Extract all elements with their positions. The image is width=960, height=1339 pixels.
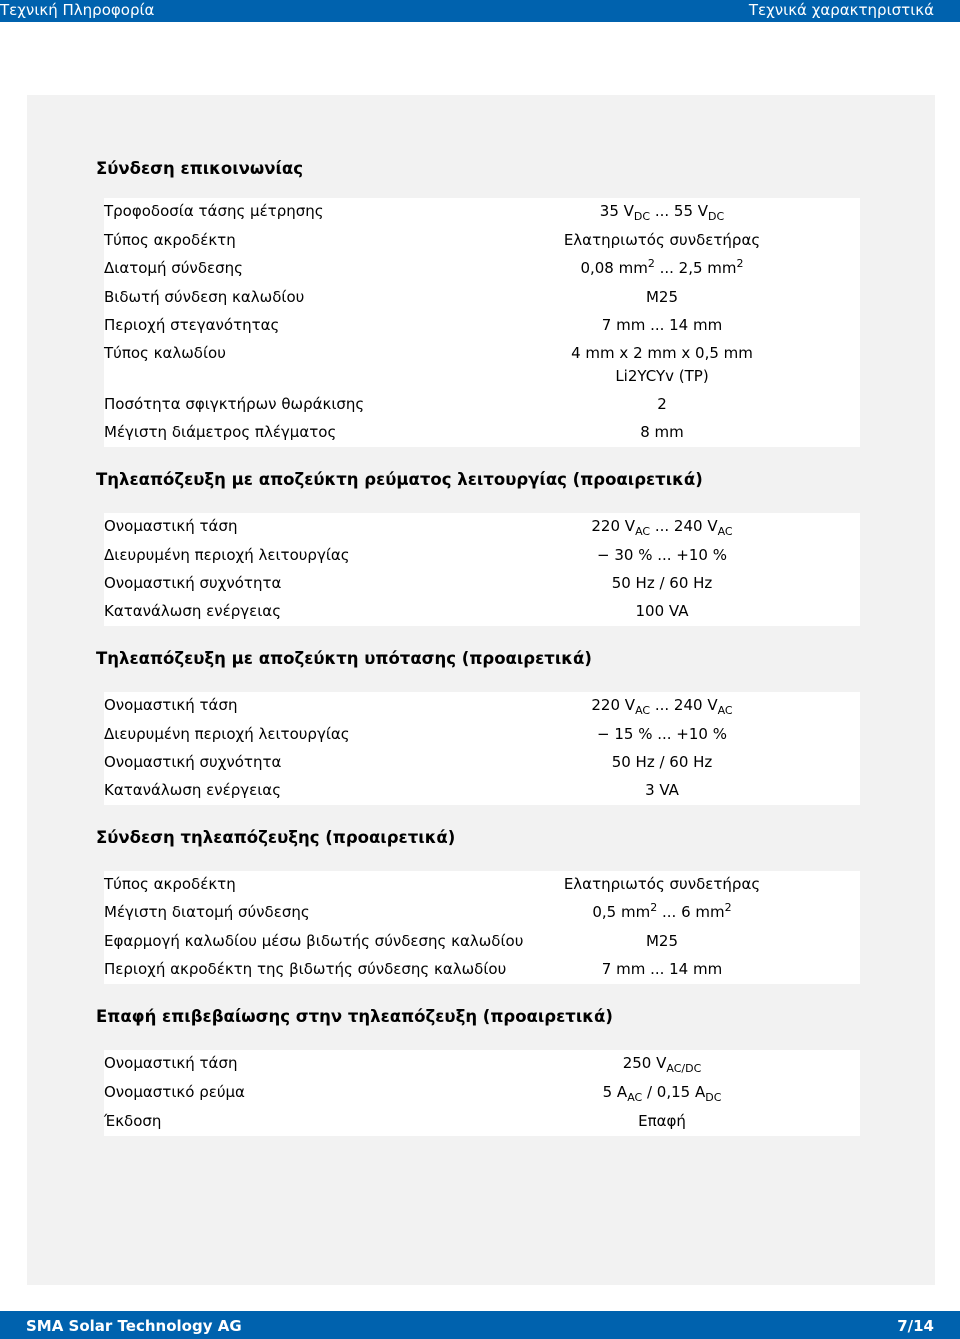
spec-label: Διευρυμένη περιοχή λειτουργίας [104,546,350,564]
spec-row [104,391,860,419]
spec-label: Τύπος ακροδέκτη [104,875,236,893]
spec-row [104,542,860,570]
spec-row [104,598,860,626]
spec-label: Περιοχή στεγανότητας [104,316,280,334]
spec-value: 5 $A_{AC} / 0,15$ $A_{DC}$ [602,1083,722,1104]
spec-document [96,158,866,1158]
spec-value: 3 VA [645,781,679,799]
spec-label: Κατανάλωση ενέργειας [104,602,281,620]
spec-label: Ονομαστικό ρεύμα [104,1083,245,1101]
spec-row [104,777,860,805]
spec-value: 7 mm ... 14 mm [601,960,723,978]
header-right-title: Τεχνικά χαρακτηριστικά [748,1,934,19]
spec-row [104,513,860,542]
spec-label: Έκδοση [104,1112,162,1130]
spec-label: Ονομαστική τάση [104,696,238,714]
spec-label: Εφαρμογή καλωδίου μέσω βιδωτής σύνδεσης καλωδίου [104,932,524,950]
section-title: Τηλεαπόζευξη με αποζεύκτη υπότασης (προαιρετικά) [96,649,592,668]
section-title: Επαφή επιβεβαίωσης στην τηλεαπόζευξη (προαιρετικά) [96,1007,613,1026]
spec-row [104,284,860,312]
footer-page-number: 7/14 [897,1317,934,1335]
spec-row [104,312,860,340]
spec-value: 220 $V_{AC}$ ... 240 $V_{AC}$ [591,696,733,717]
spec-row [104,255,860,284]
spec-label: Μέγιστη διάμετρος πλέγματος [104,423,337,441]
section-title: Τηλεαπόζευξη με αποζεύκτη ρεύματος λειτουργίας (προαιρετικά) [96,470,703,489]
spec-row [104,692,860,721]
spec-value: 50 Hz / 60 Hz [611,574,713,592]
spec-value: 100 VA [635,602,689,620]
spec-value: − 15 % ... +10 % [597,725,727,743]
spec-value: 8 mm [640,423,684,441]
spec-value: 35 $V_{DC}$ ... 55 $V_{DC}$ [599,202,725,223]
spec-row [104,928,860,956]
spec-row [104,871,860,899]
spec-label: Βιδωτή σύνδεση καλωδίου [104,288,305,306]
spec-row [104,956,860,984]
section-title: Σύνδεση τηλεαπόζευξης (προαιρετικά) [96,828,456,847]
spec-value: 7 mm ... 14 mm [601,316,723,334]
spec-label: Διευρυμένη περιοχή λειτουργίας [104,725,350,743]
spec-label: Ονομαστική τάση [104,1054,238,1072]
spec-label: Διατομή σύνδεσης [104,259,243,277]
spec-row [104,1108,860,1136]
header-left-title: Τεχνική Πληροφορία [0,1,155,19]
spec-table [104,198,860,447]
spec-label: Ονομαστική τάση [104,517,238,535]
spec-value: 250 $V_{AC/DC}$ [622,1054,702,1075]
spec-row [104,419,860,447]
spec-value: 50 Hz / 60 Hz [611,753,713,771]
spec-row [104,721,860,749]
footer-bar [0,1311,960,1339]
footer-company: SMA Solar Technology AG [26,1317,242,1335]
spec-row [104,1079,860,1108]
spec-value: M25 [645,288,679,306]
spec-label: Κατανάλωση ενέργειας [104,781,281,799]
spec-label: Τύπος ακροδέκτη [104,231,236,249]
spec-label: Μέγιστη διατομή σύνδεσης [104,903,310,921]
spec-value: − 30 % ... +10 % [597,546,727,564]
spec-value: 220 $V_{AC}$ ... 240 $V_{AC}$ [591,517,733,538]
section-title: Σύνδεση επικοινωνίας [96,159,304,178]
spec-table [104,513,860,626]
spec-row [104,749,860,777]
spec-row [104,198,860,227]
spec-value: Επαφή [638,1112,686,1130]
spec-table [104,871,860,984]
spec-label: Τροφοδοσία τάσης μέτρησης [104,202,324,220]
spec-label: Ονομαστική συχνότητα [104,753,282,771]
spec-value: Ελατηριωτός συνδετήρας [563,231,761,249]
spec-label: Ποσότητα σφιγκτήρων θωράκισης [104,395,365,413]
spec-value: 2 [657,395,667,413]
spec-label: Τύπος καλωδίου [104,344,226,362]
spec-value: 4 mm x 2 mm x 0,5 mm Li2YCYv (TP) [571,344,753,385]
spec-value: Ελατηριωτός συνδετήρας [563,875,761,893]
spec-row [104,1050,860,1079]
spec-row [104,340,860,391]
spec-row [104,227,860,255]
spec-table [104,1050,860,1136]
spec-value: 0,08 $mm^2$ ... 2,5 $mm^2$ [580,257,744,277]
spec-value: 0,5 $mm^2$ ... 6 $mm^2$ [592,901,732,921]
spec-row [104,570,860,598]
spec-table [104,692,860,805]
spec-label: Περιοχή ακροδέκτη της βιδωτής σύνδεσης καλωδίου [104,960,507,978]
spec-label: Ονομαστική συχνότητα [104,574,282,592]
spec-value: M25 [645,932,679,950]
header-bar [0,0,960,22]
spec-row [104,899,860,928]
